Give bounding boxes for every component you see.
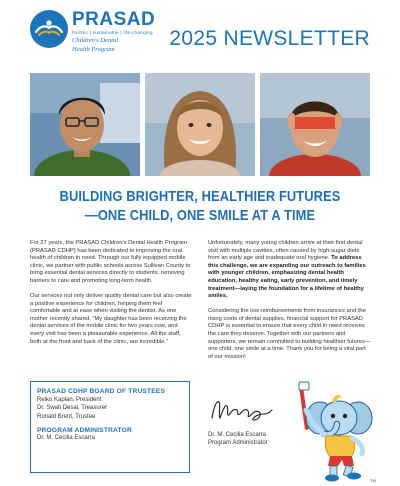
- paragraph-support: Considering the low reimbursements from insurances and the rising costs of dental supplies, financial support for PRASAD CDHP is essential to ensure that every child in need receives the care they deserve. Together with our partners and supporters, we remain committed to building healthier futures—one child, one smile at a time. Thank you for being a vital part of our mission!: [208, 308, 371, 360]
- body-column-left: [30, 240, 193, 354]
- hands-logo-icon: [30, 10, 68, 48]
- paragraph-challenge-text: Unfortunately, many young children arrive at their first dental visit with multiple cavities, often caused by high-sugar diets from an early age and inadequate oral hygiene.: [208, 240, 363, 262]
- paragraph-challenge: [208, 240, 371, 301]
- signoff-block: [208, 431, 268, 447]
- board-member: Ronald Brent, Trustee: [37, 413, 96, 420]
- admin-heading: PROGRAM ADMINISTRATOR: [37, 426, 132, 434]
- trademark-mark: TM: [370, 478, 376, 483]
- prasad-logo: [30, 10, 155, 53]
- admin-name: Dr. M. Cecilia Escarra: [37, 434, 96, 441]
- signoff-name: Dr. M. Cecilia Escarra: [208, 432, 267, 438]
- signoff-role: Program Administrator: [208, 440, 268, 446]
- headline-line-1: BUILDING BRIGHTER, HEALTHIER FUTURES: [59, 188, 341, 205]
- photo-boy-smiling: [30, 73, 140, 176]
- board-member: Reiko Kaplan, President: [37, 397, 102, 403]
- handwritten-signature: [208, 396, 278, 424]
- paragraph-challenge-emphasis: To address this challenge, we are expanding our outreach to families with younger children, emphasizing dental health education, healthy eating, early prevention, and timely treatment—laying the foundation for a lifetime of healthy smiles.: [208, 255, 366, 300]
- paragraph-intro: For 27 years, the PRASAD Children’s Dental Health Program (PRASAD CDHP) has been dedicated to improving the oral health of children in need. Through our fully equipped mobile clinic, we partner with public schools across Sullivan County to bring essential dental services directly to students, removing barriers to care and promoting long-term health.: [30, 240, 191, 284]
- photo-strip: [30, 73, 370, 176]
- paragraph-testimonial: Our services not only deliver quality dental care but also create a positive experience for children, helping them feel comfortable and at ease when visiting the dentist. As one mother recently shared, “My daughter has been receiving the dental services of the mobile clinic for two years now, and every visit has been a pleasurable experience. All the staff, both at the front and back of the clinic, are incredible.”: [30, 293, 192, 345]
- logo-tagline: holistic | sustainable | life-changing: [72, 30, 153, 35]
- body-column-right: [208, 240, 371, 369]
- photo-girl-smiling: [145, 73, 255, 176]
- logo-name: PRASAD: [72, 9, 156, 30]
- page-title: 2025 NEWSLETTER: [169, 27, 370, 50]
- headline-line-2: —ONE CHILD, ONE SMILE AT A TIME: [84, 207, 316, 224]
- board-of-trustees-box: [30, 381, 190, 473]
- headline: [54, 187, 346, 225]
- logo-program-line1: Children's Dental: [72, 37, 119, 44]
- logo-program-line2: Health Program: [72, 46, 115, 53]
- newsletter-header: [0, 0, 400, 70]
- photo-child-with-goggles: [260, 73, 370, 176]
- elephant-mascot-illustration: [292, 380, 384, 484]
- board-member: Dr. Swati Desai, Treasurer: [37, 405, 108, 412]
- board-heading: PRASAD CDHP BOARD OF TRUSTEES: [37, 388, 166, 395]
